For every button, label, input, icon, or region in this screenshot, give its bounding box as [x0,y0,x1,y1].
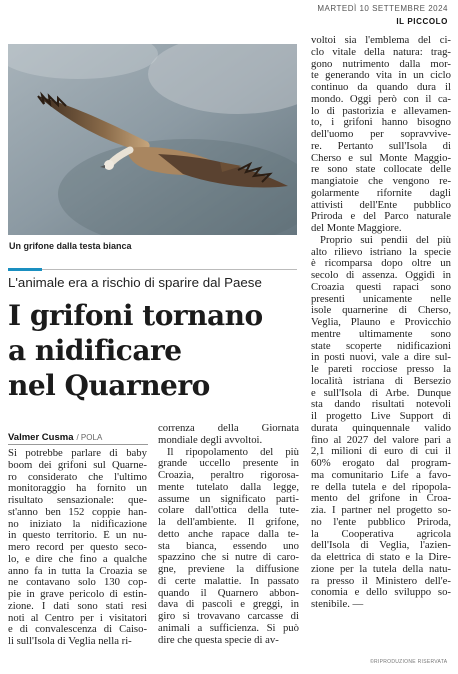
body-text-line: le pareti rocciose presso la [311,364,451,375]
headline-line: I grifoni tornano [8,299,263,332]
body-text-line: Si potrebbe parlare di baby [8,448,147,459]
body-text-line: è ricomparsa dopo oltre un [311,258,451,270]
body-text-line: mentre ultimamente sono [311,328,451,340]
body-text-line: assume un significato parti- [158,493,299,505]
body-text-line: mondo. Oggi però con il ca- [311,93,451,105]
body-text-line: gono nutrimento dalla mor- [311,58,451,70]
body-text-line: il progetto Live Support di [311,411,451,422]
body-text-line: secolo di assenza. Oggidì in [311,270,451,281]
body-text-line: località istriana di Bersezio [311,375,451,387]
body-text-line: no iniziato la nidificazione [8,518,147,530]
body-text-line: la dell'ambiente. Il grifone, [158,517,299,528]
body-text-line: Cherso e sul Monte Maggio- [311,152,451,164]
kicker-accent-rule [8,268,42,271]
body-text-line: zia. I partner nel progetto so- [311,505,451,516]
body-text-line: li sull'Isola di Veglia nella ri- [8,636,132,647]
body-text-line: di certe malattie. In passato [158,575,299,587]
body-text-line: conomia e dello sviluppo so- [311,587,451,599]
body-text-line: to, i grifoni hanno bisogno [311,117,451,129]
body-text-line: grande uccello presente in [158,458,299,470]
body-text-line: 2,1 milioni di euro di cui il [311,446,451,458]
body-text-line: la Cooperativa agricola [311,528,451,540]
body-text-line: e di convalescenza di Caiso- [8,624,147,636]
body-text-line: anno fa in tutta la Croazia se [8,565,147,577]
body-text-line: giro si trovavano carcasse di [158,611,299,622]
body-text-line: pie in grave pericolo di estin- [8,589,147,600]
body-text-line: mente tutelato dalla legge, [158,481,299,493]
body-text-line: e sull'Isola di Arbe. Dunque [311,387,451,399]
headline [8,298,300,403]
body-text-line: gne, previene la diffusione [158,564,299,575]
body-text-line: ra presso il Ministero dell'e- [311,575,451,587]
newspaper-name: IL PICCOLO [396,17,448,26]
body-text-line: ne contavano solo 130 cop- [8,577,147,589]
body-text-line: risultato sensazionale: que- [8,495,147,506]
body-text-line: zione. I dati sono stati resi [8,600,147,612]
body-text-line: noti al Centro per i visitatori [8,612,147,624]
body-text-line: stenibile. — [311,599,364,610]
byline-rule [8,444,148,445]
headline-line: nel Quarnero [8,369,210,402]
body-text-line: mero record per questo seco- [8,542,147,553]
body-text-line: re sono state collocate delle [311,164,451,176]
body-text-line: re della tutela e del ripopola- [311,481,451,493]
body-text-line: voltoi sia l'emblema del ci- [311,35,451,46]
body-text-line: re. Pertanto sull'Isola di [311,140,451,152]
body-text-line: quando il Quarnero abbon- [158,587,299,599]
kicker-divider [42,269,297,270]
body-text-line: mangiatoie che vengono re- [311,176,451,187]
body-text-line: durata quinquennale valido [311,422,451,434]
body-text-line: isole quarnerine di Cherso, [311,305,451,317]
body-text-line: monitoraggio ha fornito un [8,483,147,495]
headline-line: a nidificare [8,334,182,367]
body-text-line: Proprio sui pendii del più [320,234,451,246]
body-text-line: Croazia, peraltro rigorosa- [158,470,299,481]
body-text-line: boom dei grifoni sul Quarne- [8,459,147,471]
body-text-line: Croazia questi rapaci sono [311,281,451,293]
body-text-line: zione per la tutela della natu- [311,563,451,575]
body-text-line: colare dall'ottica della tute- [158,505,299,517]
body-text-line: sta bianca, essendo uno [158,540,299,552]
issue-date: MARTEDÌ 10 SETTEMBRE 2024 [317,4,448,13]
body-text-line: golarmente rifornite dagli [311,187,451,199]
article-column-3 [311,35,451,611]
body-text-line: attivisti dell'Ente pubblico [311,199,451,211]
body-text-line: dell'uomo per sopravvive- [311,129,451,140]
body-text-line: in posti nuovi, vale a dire sul- [311,352,451,364]
body-text-line: 60% erogato dal program- [311,458,451,469]
body-text-line: fino al 2027 del valore pari a [311,434,451,446]
body-text-line: lo, e dire che fino a qualche [8,553,147,565]
vulture-illustration [8,44,297,235]
body-text-line: te generando vita in un ciclo [311,70,451,82]
body-text-line: animali a sufficienza. Si può [158,622,299,634]
body-text-line: in questo territorio. È un nu- [8,530,147,542]
photo-caption: Un grifone dalla testa bianca [9,241,132,251]
body-text-line: del Monte Maggiore. [311,223,402,234]
body-text-line: ro considerato che l'ultimo [8,471,147,483]
copyright-notice: ©RIPRODUZIONE RISERVATA [370,659,448,665]
body-text-line: no l'ente pubblico Priroda, [311,516,451,528]
body-text-line: dire che questa specie di av- [158,634,279,646]
body-text-line: Il ripopolamento del più [167,446,299,458]
body-text-line: da elettrica di stato e la Dire- [311,552,451,563]
body-text-line: presenti unicamente nelle [311,293,451,305]
body-text-line: ma comunitario Life a favo- [311,469,451,481]
body-text-line: detto anche rapace dalla te- [158,528,299,540]
body-text-line: lo di pastorizia e allevamen- [311,105,451,117]
body-text-line: alto rilievo istriano la specie [311,246,451,258]
body-text-line: clo vitale della natura: trag- [311,46,451,58]
kicker: L'animale era a rischio di sparire dal Paese [8,275,262,290]
article-column-1 [8,448,147,648]
article-column-2 [158,423,299,646]
body-text-line: Veglia, Plauno e Provicchio [311,317,451,328]
body-text-line: correnza della Giornata [158,423,299,434]
body-text-line: state scoperte nidificazioni [311,340,451,352]
body-text-line: spazzino che si nutre di caro- [158,552,299,564]
body-text-line: sta dando risultati notevoli [311,399,451,411]
body-text-line: continuo da quando dura il [311,82,451,93]
dateline-place: / POLA [76,433,103,442]
body-text-line: Priroda e del Parco naturale [311,211,451,223]
body-text-line: dell'Isola di Veglia, l'azien- [311,540,451,552]
byline [8,432,102,443]
body-text-line: st'anno ben 152 coppie han- [8,506,147,518]
griffon-vulture-photo [8,44,297,235]
body-text-line: dava di pascoli e greggi, in [158,599,299,611]
body-text-line: mondiale degli avvoltoi. [158,434,263,446]
author-name: Valmer Cusma [8,432,74,443]
body-text-line: mento del grifone in Croa- [311,493,451,505]
